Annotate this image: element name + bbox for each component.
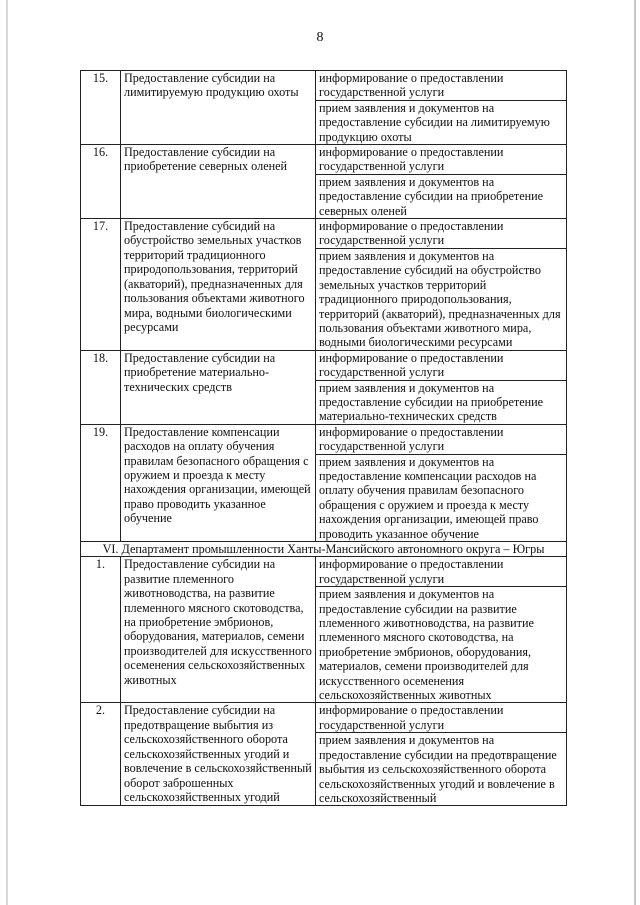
sub-service: прием заявления и документов на предоставление субсидии на предотвращение выбытия из сельскохозяйственного оборота сельскохозяйственных угодий и вовлечение в сельскохозяйственный xyxy=(316,733,567,806)
row-number: 16. xyxy=(81,145,121,219)
sub-service: информирование о предоставлении государственной услуги xyxy=(316,71,567,101)
sub-service: прием заявления и документов на предоставление субсидии на приобретение северных оленей xyxy=(316,174,567,218)
sub-service: прием заявления и документов на предоставление субсидии на приобретение материально-технических средств xyxy=(316,380,567,424)
service-name: Предоставление субсидии на развитие племенного животноводства, на развитие племенного мясного скотоводства, на приобретение эмбрионов, оборудования, материалов, семени производителей для искусственного осеменения сельскохозяйственных животных xyxy=(121,557,316,703)
sub-service: прием заявления и документов на предоставление субсидии на развитие племенного животноводства, на развитие племенного мясного скотоводства, на приобретение эмбрионов, оборудования, материалов, семени производителей для искусственного осеменения сельскохозяйственных животных xyxy=(316,587,567,703)
table-row xyxy=(81,145,567,175)
row-number: 18. xyxy=(81,350,121,424)
scan-edge-left xyxy=(6,0,8,905)
scan-edge-right xyxy=(634,0,636,905)
table-row xyxy=(81,71,567,101)
table-row xyxy=(81,424,567,454)
sub-service: прием заявления и документов на предоставление компенсации расходов на оплату обучения правилам безопасного обращения с оружием и проезда к месту нахождения организации, имеющей право проводить указанное обучение xyxy=(316,454,567,541)
row-number: 2. xyxy=(81,703,121,806)
section-heading: VI. Департамент промышленности Ханты-Мансийского автономного округа – Югры xyxy=(81,542,567,557)
page-number: 8 xyxy=(316,30,324,45)
row-number: 19. xyxy=(81,424,121,541)
sub-service: информирование о предоставлении государственной услуги xyxy=(316,145,567,175)
sub-service: прием заявления и документов на предоставление субсидий на обустройство земельных участков территорий традиционного природопользования, территорий (акваторий), предназначенных для пользования объектами животного мира, водными биологическими ресурсами xyxy=(316,248,567,350)
sub-service: прием заявления и документов на предоставление субсидии на лимитируемую продукцию охоты xyxy=(316,100,567,144)
sub-service: информирование о предоставлении государственной услуги xyxy=(316,350,567,380)
services-table xyxy=(80,70,567,806)
section-row xyxy=(81,542,567,557)
table-row xyxy=(81,703,567,733)
row-number: 15. xyxy=(81,71,121,145)
sub-service: информирование о предоставлении государственной услуги xyxy=(316,703,567,733)
row-number: 17. xyxy=(81,219,121,351)
table-row xyxy=(81,557,567,587)
service-name: Предоставление субсидий на обустройство земельных участков территорий традиционного природопользования, территорий (акваторий), предназначенных для пользования объектами животного мира, водными биологическими ресурсами xyxy=(121,219,316,351)
service-name: Предоставление субсидии на приобретение северных оленей xyxy=(121,145,316,219)
sub-service: информирование о предоставлении государственной услуги xyxy=(316,557,567,587)
row-number: 1. xyxy=(81,557,121,703)
sub-service: информирование о предоставлении государственной услуги xyxy=(316,219,567,249)
service-name: Предоставление компенсации расходов на оплату обучения правилам безопасного обращения с оружием и проезда к месту нахождения организации, имеющей право проводить указанное обучение xyxy=(121,424,316,541)
service-name: Предоставление субсидии на предотвращение выбытия из сельскохозяйственного оборота сельскохозяйственных угодий и вовлечение в сельскохозяйственный оборот заброшенных сельскохозяйственных угодий xyxy=(121,703,316,806)
sub-service: информирование о предоставлении государственной услуги xyxy=(316,424,567,454)
service-name: Предоставление субсидии на приобретение материально-технических средств xyxy=(121,350,316,424)
table-row xyxy=(81,350,567,380)
table-row xyxy=(81,219,567,249)
service-name: Предоставление субсидии на лимитируемую продукцию охоты xyxy=(121,71,316,145)
